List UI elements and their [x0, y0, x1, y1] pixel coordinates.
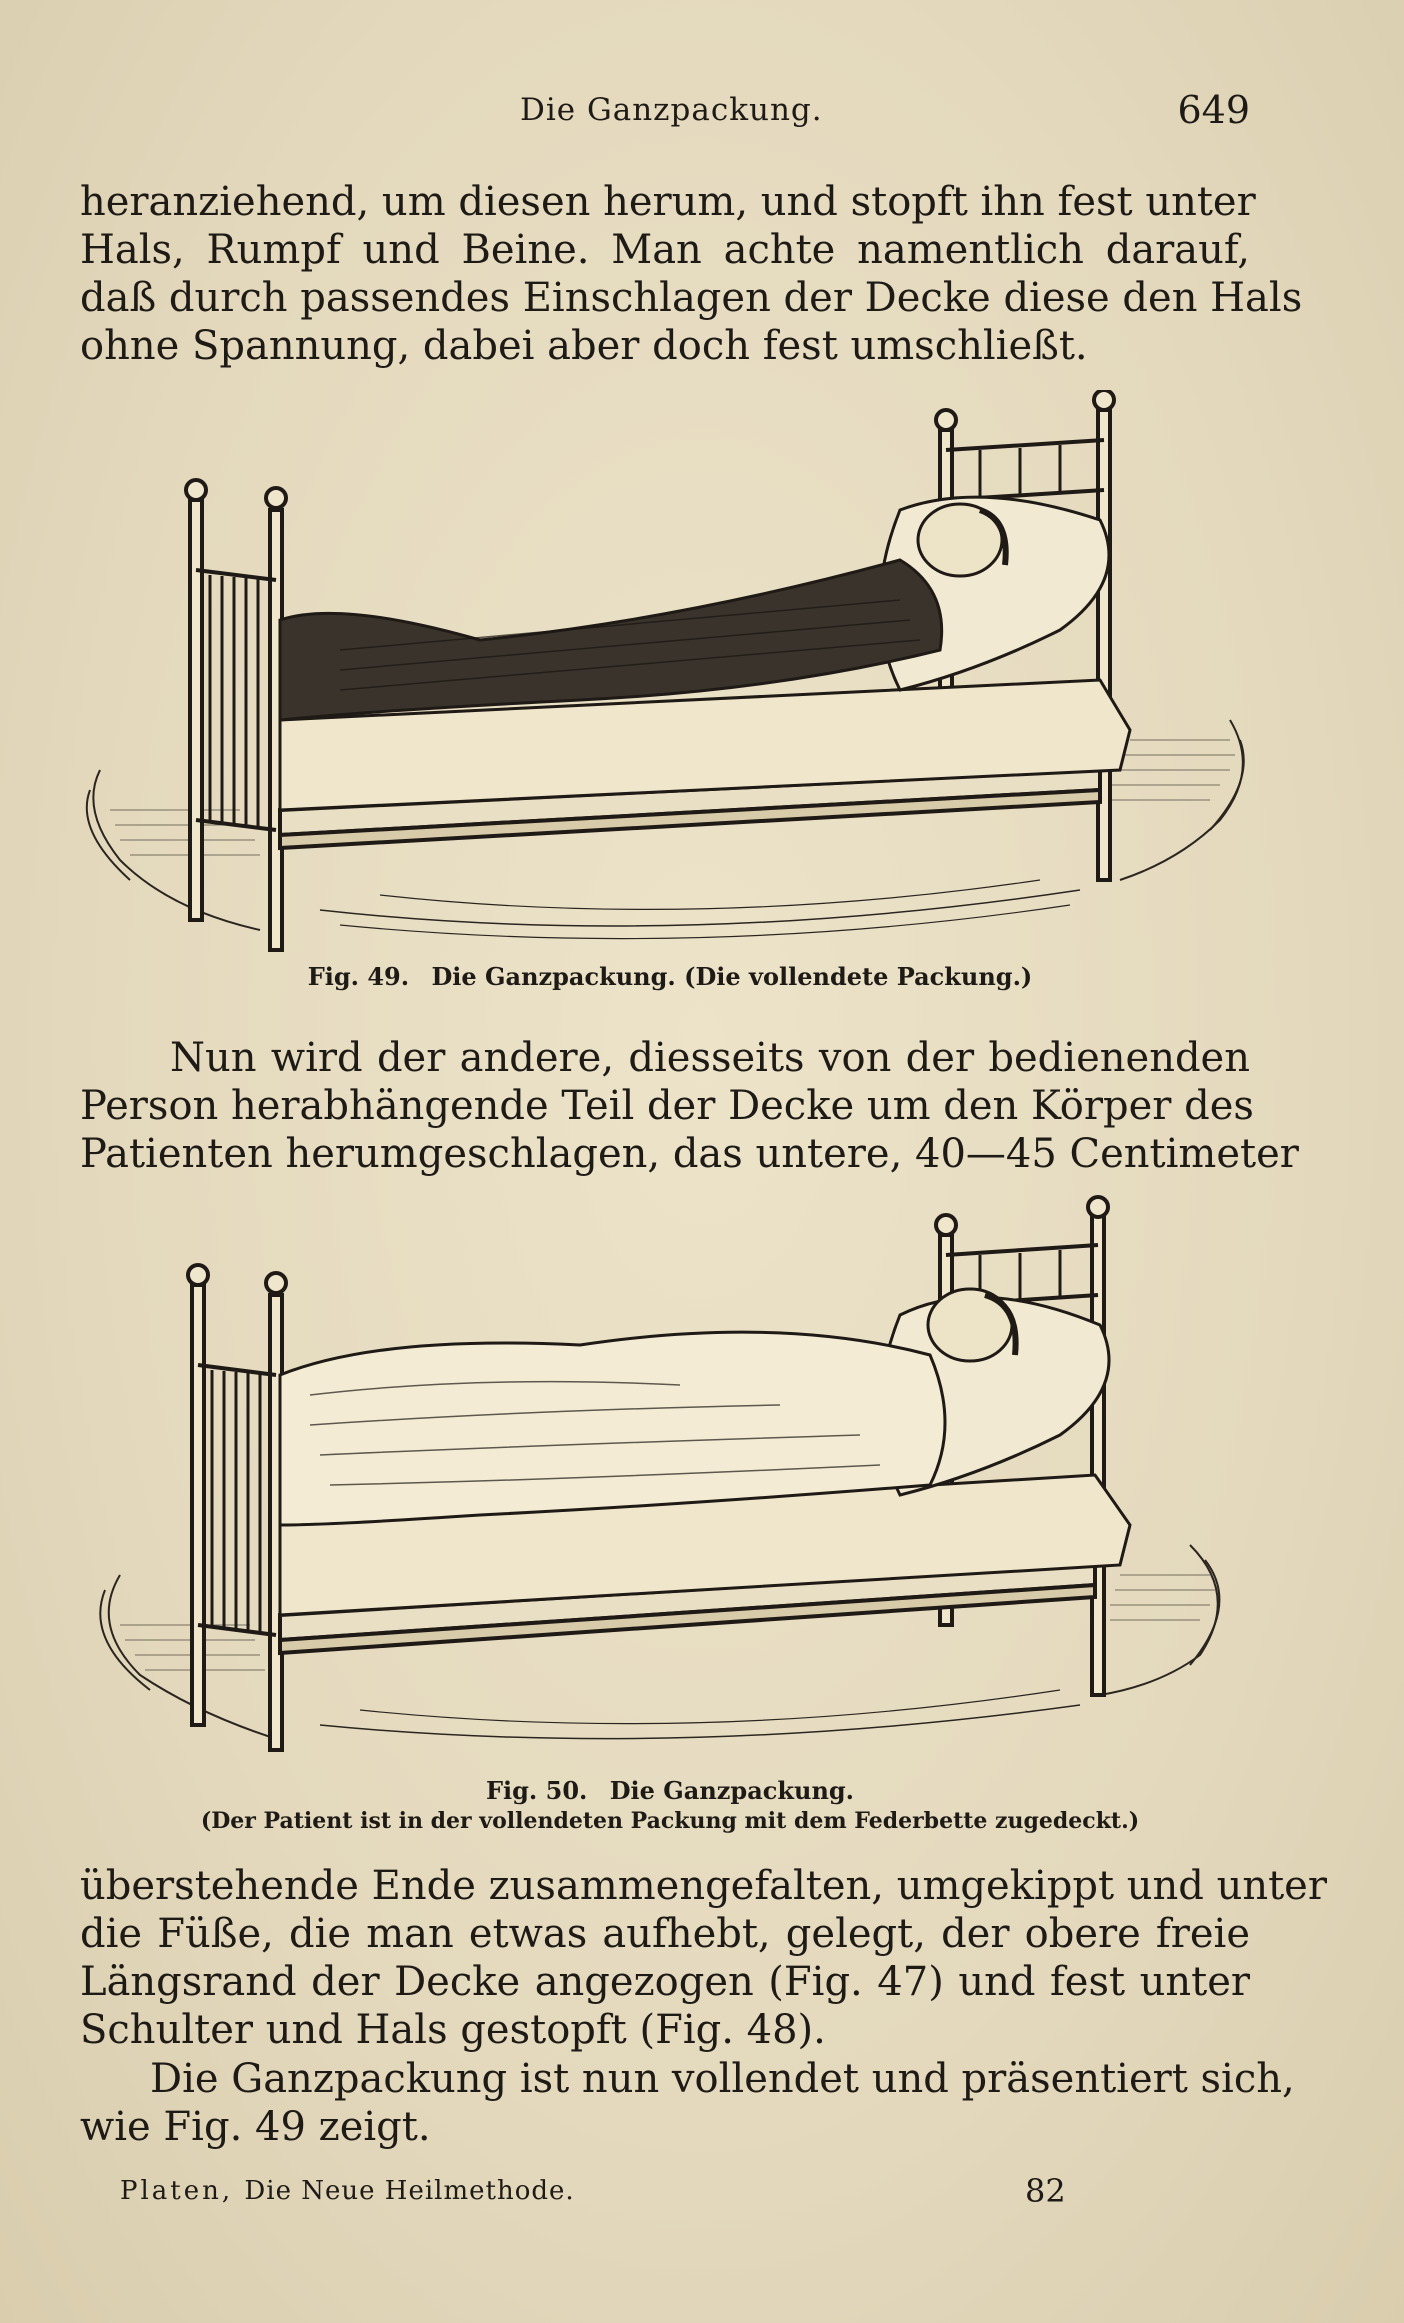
bed-foot-frame [186, 480, 286, 950]
paragraph-3 [80, 1862, 1327, 2054]
page-header [80, 88, 1250, 138]
figure-50-illustration [80, 1195, 1260, 1770]
paragraph-4 [80, 2055, 1295, 2151]
text-line: Hals, Rumpf und Beine. Man achte namentlich darauf, [80, 227, 1250, 273]
signature-mark: 82 [1025, 2172, 1066, 2210]
book-title: Die Neue Heilmethode. [244, 2176, 575, 2206]
footer-author [120, 2176, 575, 2206]
page-footer [120, 2172, 1120, 2212]
figure-label: Fig. 49. [307, 962, 410, 991]
text-line: Nun wird der andere, diesseits von der bedienenden [170, 1035, 1250, 1081]
text-line: die Füße, die man etwas aufhebt, gelegt, der obere freie [80, 1911, 1250, 1957]
paragraph-2 [80, 1034, 1299, 1178]
figure-subtitle: (Die vollendete Packung.) [684, 962, 1033, 991]
text-line: Person herabhängende Teil der Decke um den Körper des [80, 1083, 1254, 1129]
figure-label: Fig. 50. [485, 1776, 588, 1805]
text-line: Die Ganzpackung ist nun vollendet und präsentiert sich, [150, 2056, 1295, 2102]
text-line: Patienten herumgeschlagen, das untere, 40—45 Centimeter [80, 1131, 1299, 1177]
paragraph-1 [80, 178, 1303, 370]
text-line: ohne Spannung, dabei aber doch fest umschließt. [80, 323, 1088, 369]
author-name: Platen, [120, 2176, 234, 2206]
text-line: überstehende Ende zusammengefalten, umgekippt und unter [80, 1863, 1327, 1909]
figure-49-caption [80, 962, 1260, 991]
text-line: Schulter und Hals gestopft (Fig. 48). [80, 2007, 826, 2053]
text-line: daß durch passendes Einschlagen der Decke diese den Hals [80, 275, 1303, 321]
figure-49-illustration [80, 390, 1260, 960]
text-line: wie Fig. 49 zeigt. [80, 2104, 431, 2150]
text-line: heranziehend, um diesen herum, und stopft ihn fest unter [80, 179, 1256, 225]
page-number: 649 [1177, 88, 1250, 132]
figure-title: Die Ganzpackung. [609, 1776, 855, 1805]
figure-50-caption [80, 1776, 1260, 1805]
figure-50-subcaption: (Der Patient ist in der vollendeten Packung mit dem Federbette zugedeckt.) [200, 1808, 1140, 1834]
text-line: Längsrand der Decke angezogen (Fig. 47) und fest unter [80, 1959, 1250, 2005]
figure-title: Die Ganzpackung. [431, 962, 676, 991]
running-title: Die Ganzpackung. [520, 92, 823, 128]
